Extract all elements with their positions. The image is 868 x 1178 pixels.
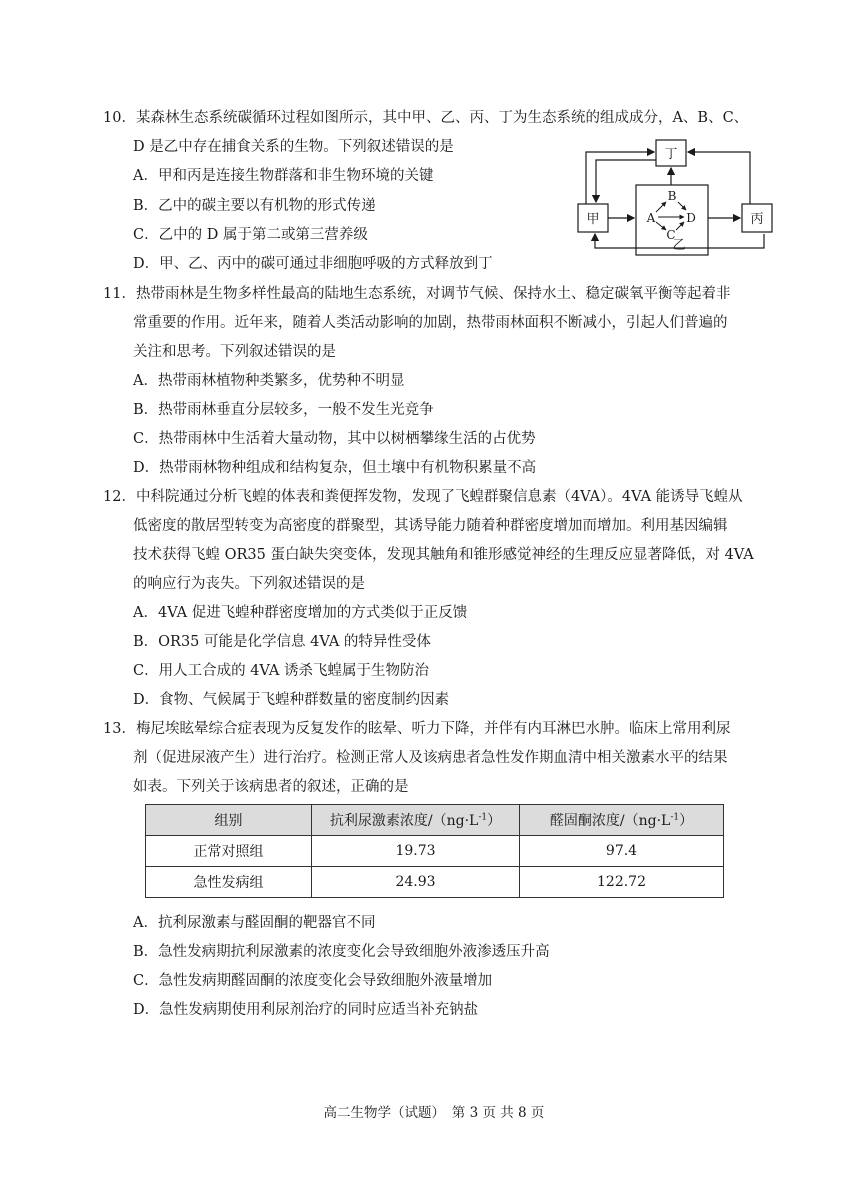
q13-option-d: D．急性发病期使用利尿剂治疗的同时应适当补充钠盐	[133, 1002, 479, 1018]
q13-option-a: A．抗利尿激素与醛固酮的靶器官不同	[133, 915, 376, 931]
q12-stem-line-2: 低密度的散居型转变为高密度的群聚型，其诱导能力随着种群密度增加而增加。利用基因编辑	[133, 518, 728, 534]
q10-option-a: A．甲和丙是连接生物群落和非生物环境的关键	[133, 168, 434, 184]
q10-option-c: C．乙中的 D 属于第二或第三营养级	[133, 227, 368, 243]
q12-stem-line-1: 12．中科院通过分析飞蝗的体表和粪便挥发物，发现了飞蝗群聚信息素（4VA）。4VA 能诱导飞蝗从	[103, 489, 743, 505]
q11-stem-line-2: 常重要的作用。近年来，随着人类活动影响的加剧，热带雨林面积不断减小，引起人们普遍的	[133, 315, 728, 331]
q12-option-a: A．4VA 促进飞蝗种群密度增加的方式类似于正反馈	[133, 605, 468, 621]
table-cell-aldosterone: 122.72	[520, 867, 724, 898]
table-row	[146, 836, 724, 867]
q11-option-a: A．热带雨林植物种类繁多，优势种不明显	[133, 373, 405, 389]
table-header-row	[146, 805, 724, 836]
diagram-label-jia: 甲	[586, 212, 600, 227]
diagram-label-ding: 丁	[664, 147, 678, 162]
q11-stem-line-3: 关注和思考。下列叙述错误的是	[133, 344, 336, 360]
diagram-label-a: A	[646, 211, 656, 225]
diagram-label-b: B	[667, 189, 677, 203]
q12-stem-line-3: 技术获得飞蝗 OR35 蛋白缺失突变体，发现其触角和锥形感觉神经的生理反应显著降低，对 4VA	[133, 547, 754, 563]
q10-stem-line-1: 10．某森林生态系统碳循环过程如图所示，其中甲、乙、丙、丁为生态系统的组成成分，A、B、C、	[103, 110, 749, 126]
q11-option-b: B．热带雨林垂直分层较多，一般不发生光竞争	[133, 402, 434, 418]
q10-option-b: B．乙中的碳主要以有机物的形式传递	[133, 198, 376, 214]
q12-option-b: B．OR35 可能是化学信息 4VA 的特异性受体	[133, 634, 431, 650]
q13-stem-line-1: 13．梅尼埃眩晕综合症表现为反复发作的眩晕、听力下降，并伴有内耳淋巴水肿。临床上常用利尿	[103, 721, 731, 737]
q11-stem-line-1: 11．热带雨林是生物多样性最高的陆地生态系统，对调节气候、保持水土、稳定碳氧平衡等起着非	[103, 286, 731, 302]
table-header-aldosterone: 醛固酮浓度$/(ng\cdot L^{-1})$	[520, 805, 724, 836]
q12-option-d: D．食物、气候属于飞蝗种群数量的密度制约因素	[133, 692, 450, 708]
q11-option-d: D．热带雨林物种组成和结构复杂，但土壤中有机物积累量不高	[133, 460, 537, 476]
table-row	[146, 867, 724, 898]
diagram-label-yi: 乙	[672, 238, 686, 253]
diagram-label-bing: 丙	[750, 212, 764, 227]
carbon-cycle-diagram	[574, 138, 774, 264]
table-header-group: 组别	[146, 805, 312, 836]
q12-option-c: C．用人工合成的 4VA 诱杀飞蝗属于生物防治	[133, 663, 429, 679]
diagram-label-d: D	[686, 211, 696, 225]
q12-stem-line-4: 的响应行为丧失。下列叙述错误的是	[133, 576, 365, 592]
diagram-label-c: C	[666, 228, 676, 242]
q13-stem-line-3: 如表。下列关于该病患者的叙述，正确的是	[133, 779, 409, 795]
q10-option-d: D．甲、乙、丙中的碳可通过非细胞呼吸的方式释放到丁	[133, 256, 493, 272]
table-cell-group: 急性发病组	[146, 867, 312, 898]
q13-option-b: B．急性发病期抗利尿激素的浓度变化会导致细胞外液渗透压升高	[133, 944, 550, 960]
table-cell-group: 正常对照组	[146, 836, 312, 867]
table-header-adh: 抗利尿激素浓度$/(ng\cdot L^{-1})$	[312, 805, 520, 836]
page-footer: 高二生物学（试题） 第 3 页 共 8 页	[323, 1105, 545, 1121]
table-cell-adh: 24.93	[312, 867, 520, 898]
q11-option-c: C．热带雨林中生活着大量动物，其中以树栖攀缘生活的占优势	[133, 431, 536, 447]
q10-stem-line-2: D 是乙中存在捕食关系的生物。下列叙述错误的是	[133, 139, 454, 155]
q13-option-c: C．急性发病期醛固酮的浓度变化会导致细胞外液量增加	[133, 973, 493, 989]
hormone-table	[145, 804, 724, 898]
table-cell-aldosterone: 97.4	[520, 836, 724, 867]
q13-stem-line-2: 剂（促进尿液产生）进行治疗。检测正常人及该病患者急性发作期血清中相关激素水平的结果	[133, 750, 728, 766]
table-cell-adh: 19.73	[312, 836, 520, 867]
